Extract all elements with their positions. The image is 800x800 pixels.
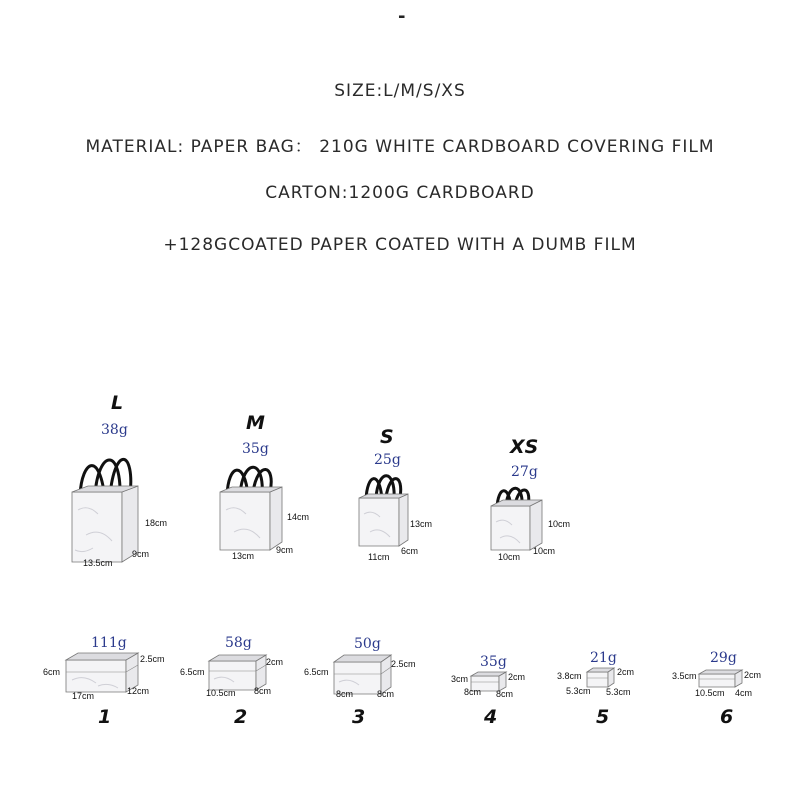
bag-width: 11cm <box>368 552 390 562</box>
box-depth: 5.3cm <box>606 687 631 697</box>
carton-line: CARTON:1200G CARDBOARD <box>265 183 535 203</box>
bag-size-label: L <box>111 392 124 414</box>
bag-height: 13cm <box>410 519 433 529</box>
box-depth: 8cm <box>377 689 395 699</box>
bag-width: 13.5cm <box>83 558 113 568</box>
box-number: 1 <box>98 706 112 728</box>
box-height: 3.8cm <box>557 671 582 681</box>
bag-s-illustration <box>352 468 422 553</box>
bag-xs-illustration <box>484 480 554 555</box>
bag-weight: 25g <box>374 452 401 468</box>
box-depth: 12cm <box>127 686 150 696</box>
box-length: 10.5cm <box>695 688 725 698</box>
bag-weight: 35g <box>242 441 269 457</box>
box-number: 5 <box>596 706 610 728</box>
box-height: 6.5cm <box>304 667 329 677</box>
material-line: MATERIAL: PAPER BAG： 210G WHITE CARDBOARD COVERING FILM <box>85 137 715 157</box>
top-dash: - <box>398 6 406 27</box>
box-weight: 58g <box>225 635 252 651</box>
bag-weight: 27g <box>511 464 538 480</box>
box-depth: 8cm <box>496 689 514 699</box>
box-length: 8cm <box>336 689 354 699</box>
bag-weight: 38g <box>101 422 128 438</box>
bag-depth: 10cm <box>533 546 556 556</box>
box-number: 6 <box>720 706 734 728</box>
box-number: 4 <box>484 706 498 728</box>
box-weight: 111g <box>91 635 127 651</box>
box-height: 3.5cm <box>672 671 697 681</box>
bag-height: 14cm <box>287 512 310 522</box>
box-lid-height: 2.5cm <box>140 654 165 664</box>
box-length: 10.5cm <box>206 688 236 698</box>
box-depth: 4cm <box>735 688 753 698</box>
bag-height: 18cm <box>145 518 168 528</box>
bag-depth: 9cm <box>132 549 150 559</box>
box-weight: 50g <box>354 636 381 652</box>
box-number: 3 <box>352 706 366 728</box>
bag-m-illustration <box>210 458 300 558</box>
box-6-illustration <box>697 668 745 690</box>
box-length: 17cm <box>72 691 95 701</box>
bag-height: 10cm <box>548 519 571 529</box>
box-weight: 29g <box>710 650 737 666</box>
box-height: 6cm <box>43 667 61 677</box>
coating-line: +128GCOATED PAPER COATED WITH A DUMB FILM <box>163 235 637 255</box>
bag-depth: 9cm <box>276 545 294 555</box>
bag-size-label: M <box>246 412 265 434</box>
bag-size-label: XS <box>510 436 539 458</box>
bag-depth: 6cm <box>401 546 419 556</box>
box-length: 8cm <box>464 687 482 697</box>
box-depth: 8cm <box>254 686 272 696</box>
box-lid-height: 2cm <box>508 672 526 682</box>
box-height: 3cm <box>451 674 469 684</box>
box-weight: 35g <box>480 654 507 670</box>
box-lid-height: 2cm <box>617 667 635 677</box>
box-length: 5.3cm <box>566 686 591 696</box>
box-lid-height: 2.5cm <box>391 659 416 669</box>
box-height: 6.5cm <box>180 667 205 677</box>
box-number: 2 <box>234 706 248 728</box>
box-lid-height: 2cm <box>744 670 762 680</box>
bag-size-label: S <box>380 426 394 448</box>
bag-width: 13cm <box>232 551 255 561</box>
box-lid-height: 2cm <box>266 657 284 667</box>
size-line: SIZE:L/M/S/XS <box>334 81 466 101</box>
box-weight: 21g <box>590 650 617 666</box>
bag-width: 10cm <box>498 552 521 562</box>
